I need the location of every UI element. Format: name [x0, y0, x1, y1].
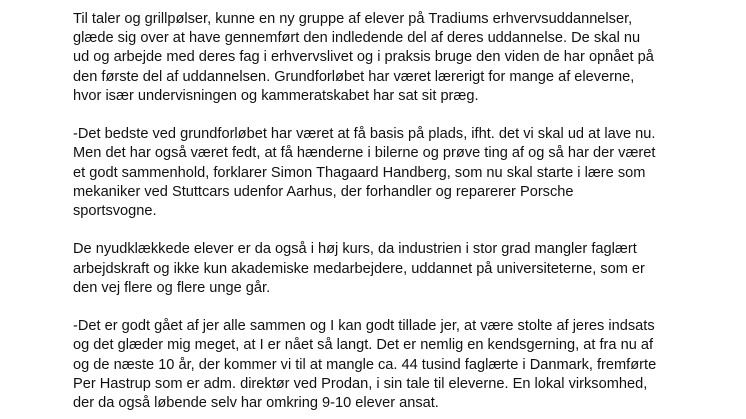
- text-line: den første del af uddannelsen. Grundforløbet har været lærerigt for mange af eleverne,: [73, 68, 635, 85]
- text-line: -Det er godt gået af jer alle sammen og I kan godt tillade jer, at være stolte af jeres indsats: [73, 318, 655, 335]
- text-line: et godt sammenhold, forklarer Simon Thagaard Handberg, som nu skal starte i lære som: [73, 164, 646, 181]
- paragraph-3: [73, 240, 733, 298]
- paragraph-2: [73, 125, 733, 221]
- text-line: der da også løbende selv har omkring 9-10 elever ansat.: [73, 395, 439, 412]
- text-line: hvor især undervisningen og kammeratskabet har sat sit præg.: [73, 87, 479, 104]
- text-line: ud og arbejde med deres fag i erhvervslivet og i praksis bruge den viden de har opnået på: [73, 49, 654, 66]
- text-line: Til taler og grillpølser, kunne en ny gruppe af elever på Tradiums erhvervsuddannelser,: [73, 11, 633, 27]
- text-line: mekaniker ved Stuttcars udenfor Aarhus, der forhandler og reparerer Porsche: [73, 183, 574, 200]
- paragraph-1: [73, 10, 733, 106]
- text-line: Per Hastrup som er adm. direktør ved Prodan, i sin tale til eleverne. En lokal virksomhed,: [73, 375, 648, 392]
- paragraph-4: [73, 317, 733, 413]
- text-line: den vej flere og flere unge går.: [73, 279, 271, 296]
- text-line: -Det bedste ved grundforløbet har været at få basis på plads, ifht. det vi skal ud at lave nu.: [73, 126, 656, 143]
- text-line: og de næste 10 år, der kommer vi til at mangle ca. 44 tusind faglærte i Danmark, fremførte: [73, 356, 657, 373]
- text-line: glæde sig over at have gennemført den indledende del af deres uddannelse. De skal nu: [73, 30, 641, 47]
- text-line: sportsvogne.: [73, 203, 157, 220]
- article-body: [73, 10, 733, 419]
- text-line: arbejdskraft og ikke kun akademiske medarbejdere, uddannet på universiteterne, som er: [73, 260, 645, 277]
- text-line: Men det har også været fedt, at få hænderne i bilerne og prøve ting af og så har der været: [73, 145, 656, 162]
- text-line: og det glæder mig meget, at I er nået så langt. Det er nemlig en kendsgerning, at fra nu af: [73, 337, 654, 354]
- text-line: De nyudklækkede elever er da også i høj kurs, da industrien i stor grad mangler faglært: [73, 241, 637, 258]
